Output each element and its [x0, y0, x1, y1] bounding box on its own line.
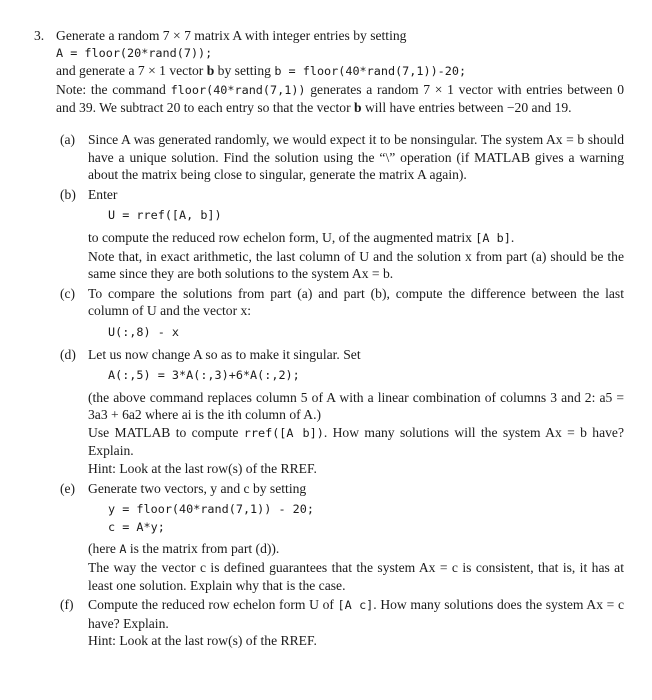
intro-line-2c: by setting [214, 63, 275, 79]
part-f [60, 596, 624, 650]
problem-intro [56, 27, 624, 117]
part-e-t1a: (here [88, 541, 120, 557]
part-e-text-1 [88, 540, 624, 559]
part-b-t1code: [A b] [475, 230, 511, 245]
part-f-label: (f) [60, 597, 74, 613]
part-e-t1b: is the matrix from part (d)). [126, 541, 280, 557]
part-e-text-2: The way the vector c is defined guarantees that the system Ax = c is consistent, that is, it has at least one solution. Explain why that is the case. [88, 560, 624, 593]
part-c-label: (c) [60, 285, 76, 301]
part-b [60, 186, 624, 283]
code-define-b: b = floor(40*rand(7,1))-20; [274, 64, 467, 79]
part-f-hint: Hint: Look at the last row(s) of the RREF. [88, 633, 317, 649]
part-a-text: Since A was generated randomly, we would expect it to be nonsingular. The system Ax = b should have a unique solution. Find the solution using the “\” operation (if MATLAB gives a warning about the matrix being close to singular, generate the matrix A again). [88, 131, 624, 183]
note-c: will have entries between −20 and 19. [361, 100, 572, 116]
intro-line-1: Generate a random 7 × 7 matrix A with integer entries by setting [56, 28, 407, 43]
part-d-text: Let us now change A so as to make it singular. Set [88, 346, 361, 362]
part-f-t1code: [A c] [337, 598, 374, 613]
intro-line-2 [56, 62, 624, 81]
part-d-code: A(:,5) = 3*A(:,3)+6*A(:,2); [108, 368, 300, 383]
part-d-t2b: . How many solutions will the system Ax = b have? Explain. [88, 424, 624, 459]
part-b-text-1 [88, 229, 624, 248]
intro-vector-b: b [206, 63, 215, 79]
note-code: floor(40*rand(7,1)) [170, 82, 306, 97]
code-define-A: A = floor(20*rand(7)); [56, 45, 213, 60]
part-b-code: U = rref([A, b]) [108, 208, 222, 223]
part-b-text-2: Note that, in exact arithmetic, the last column of U and the solution x from part (a) should be the same since they are both solutions to the system Ax = b. [88, 248, 624, 282]
part-e [60, 480, 624, 595]
part-d-text-1: (the above command replaces column 5 of A with a linear combination of columns 3 and 2: a5 = 3a3 + 6a2 where ai is the ith column of A.) [88, 389, 624, 423]
part-c-code: U(:,8) - x [108, 324, 180, 339]
part-d-text-2 [88, 424, 624, 460]
intro-line-2a: and generate a 7 × 1 vector [56, 63, 207, 79]
part-d-hint: Hint: Look at the last row(s) of the RREF. [88, 461, 317, 477]
part-d-label: (d) [60, 346, 76, 362]
part-d-t2code: rref([A b]) [243, 425, 324, 440]
note-bold-b: b [354, 100, 362, 116]
part-e-t1code: A [119, 542, 127, 557]
part-c [60, 285, 624, 342]
parts-list [56, 131, 624, 650]
problem-3 [34, 27, 624, 652]
part-a [60, 131, 624, 184]
part-e-label: (e) [60, 480, 76, 496]
part-d-t2a: Use MATLAB to compute [88, 424, 244, 440]
part-c-text: To compare the solutions from part (a) and part (b), compute the difference between the last column of U and the vector x: [88, 285, 624, 319]
part-f-text-1 [88, 596, 624, 632]
problem-number: 3. [34, 28, 45, 43]
part-a-label: (a) [60, 131, 76, 147]
intro-note [56, 81, 624, 117]
part-f-t1a: Compute the reduced row echelon form U of [88, 597, 338, 613]
part-b-enter: Enter [88, 186, 118, 202]
note-b: generates a random 7 × 1 vector with entries between 0 and 39. We subtract 20 to each entry so that the vector [56, 81, 625, 116]
part-e-code-1: y = floor(40*rand(7,1)) - 20; [108, 502, 314, 517]
note-a: Note: the command [56, 81, 171, 97]
part-e-text: Generate two vectors, y and c by setting [88, 480, 307, 496]
part-b-t1b: . [510, 229, 515, 245]
part-b-label: (b) [60, 186, 76, 202]
part-b-t1a: to compute the reduced row echelon form, U, of the augmented matrix [88, 229, 476, 245]
part-d [60, 346, 624, 478]
part-e-code-2: c = A*y; [108, 519, 165, 534]
part-f-t1b: . How many solutions does the system Ax = c have? Explain. [88, 597, 624, 631]
